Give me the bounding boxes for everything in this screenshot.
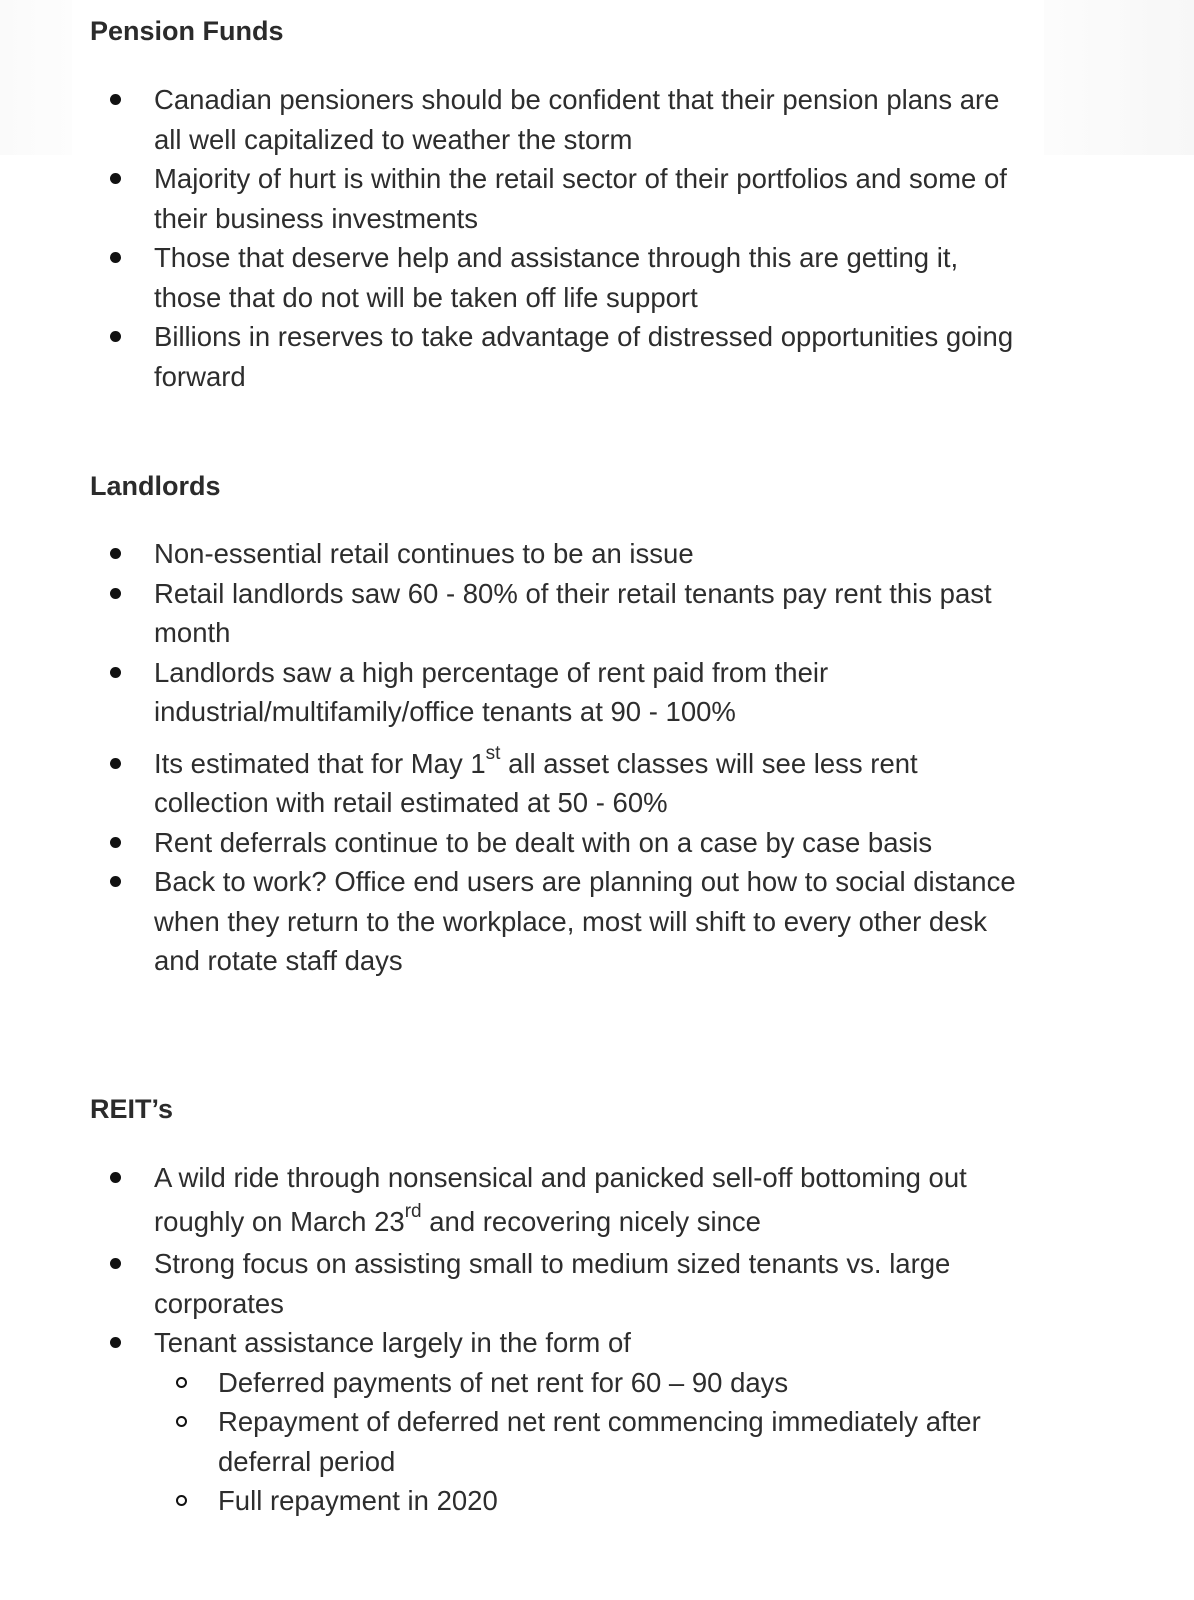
bullet-icon [110,1258,121,1269]
sub-list-item [154,1481,1032,1521]
bullet-list [72,1156,1044,1521]
text-before-ordinal: A wild ride through nonsensical and panicked sell-off bottoming out roughly on March 23 [154,1162,967,1237]
list-item [72,159,1044,238]
background-tint-right [1044,0,1194,155]
list-item-text: Those that deserve help and assistance through this are getting it, those that do not will be taken off life support [154,242,959,313]
list-item [72,317,1044,396]
list-item [72,534,1044,574]
list-item-text: Landlords saw a high percentage of rent paid from their industrial/multifamily/office tenants at 90 - 100% [154,656,829,727]
bullet-icon [110,876,121,887]
list-item-text: Rent deferrals continue to be dealt with on a case by case basis [154,826,933,858]
list-item-text [154,1162,967,1237]
list-item [72,1156,1044,1244]
document-page [72,0,1044,1600]
list-item [72,1323,1044,1521]
text-before-ordinal: Its estimated that for May 1 [154,747,486,779]
bullet-icon [110,548,121,559]
list-item [72,653,1044,732]
bullet-icon [110,331,121,342]
bullet-icon [110,837,121,848]
sub-list-item [154,1402,1032,1481]
list-item [72,823,1044,863]
bullet-icon [110,94,121,105]
list-item-text [154,742,918,819]
sub-list-item-text: Full repayment in 2020 [218,1485,498,1516]
bullet-list [72,80,1044,396]
list-item-text: Retail landlords saw 60 - 80% of their retail tenants pay rent this past month [154,577,992,648]
ordinal-suffix: st [485,742,501,764]
list-item-text: Billions in reserves to take advantage of distressed opportunities going forward [154,321,1014,392]
list-item [72,80,1044,159]
hollow-bullet-icon [176,1416,187,1427]
list-item [72,574,1044,653]
list-item [72,1244,1044,1323]
bullet-list [72,534,1044,981]
list-item [72,862,1044,981]
list-item-text: Tenant assistance largely in the form of [154,1327,631,1358]
list-item [72,238,1044,317]
list-item-text: Canadian pensioners should be confident that their pension plans are all well capitalized to weather the storm [154,84,1000,155]
hollow-bullet-icon [176,1495,187,1506]
bullet-icon [110,252,121,263]
bullet-icon [110,1337,121,1348]
list-item-text: Majority of hurt is within the retail sector of their portfolios and some of their business investments [154,163,1007,234]
bullet-icon [110,758,121,769]
list-item-text: Non-essential retail continues to be an issue [154,538,694,569]
text-after-ordinal: and recovering nicely since [421,1206,761,1237]
bullet-icon [110,667,121,678]
hollow-bullet-icon [176,1377,187,1388]
background-tint-left [0,0,72,155]
text-after-ordinal: all asset classes will see less rent collection with retail estimated at 50 - 60% [154,747,918,818]
section-heading: Pension Funds [90,16,284,46]
list-item-text: Back to work? Office end users are planning out how to social distance when they return to the workplace, most will shift to every other desk and rotate staff days [154,866,1016,976]
sub-list [154,1363,1032,1521]
section-heading: REIT’s [90,1094,174,1124]
bullet-icon [110,1172,121,1183]
sub-list-item-text: Repayment of deferred net rent commencing immediately after deferral period [218,1406,981,1477]
bullet-icon [110,173,121,184]
sub-list-item-text: Deferred payments of net rent for 60 – 90 days [218,1366,789,1398]
ordinal-suffix: rd [404,1200,422,1222]
section-heading: Landlords [90,471,221,501]
list-item [72,742,1044,823]
sub-list-item [154,1363,1032,1403]
bullet-icon [110,588,121,599]
list-item-text: Strong focus on assisting small to medium sized tenants vs. large corporates [154,1248,951,1319]
